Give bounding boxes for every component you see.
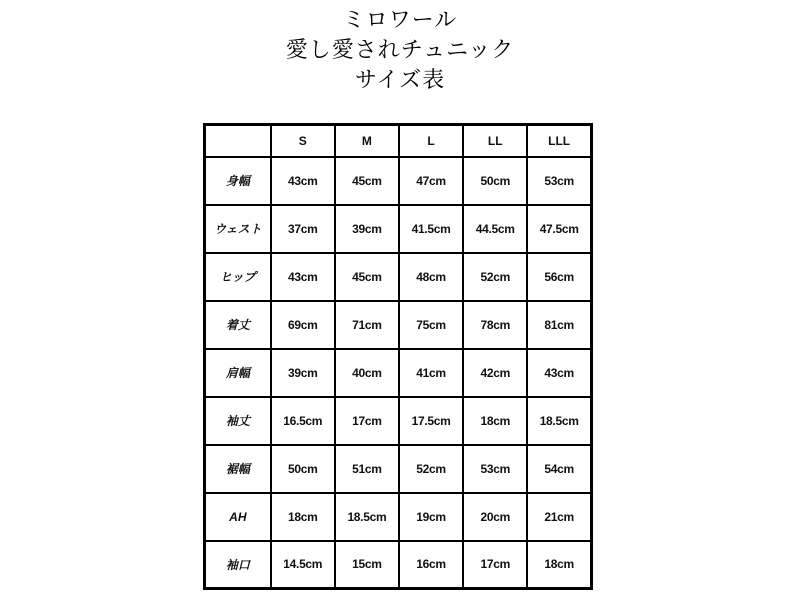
title-block [0, 6, 800, 96]
table-cell: 15cm [335, 541, 399, 589]
table-cell: 18.5cm [527, 397, 591, 445]
brand-title: ミロワール [342, 8, 458, 33]
table-cell: 42cm [463, 349, 527, 397]
table-cell: 47cm [399, 157, 463, 205]
table-cell: 37cm [271, 205, 335, 253]
row-label: 着丈 [205, 301, 271, 349]
table-cell: 47.5cm [527, 205, 591, 253]
table-cell: 53cm [527, 157, 591, 205]
table-cell: 51cm [335, 445, 399, 493]
row-label: 身幅 [205, 157, 271, 205]
table-cell: 41cm [399, 349, 463, 397]
table-cell: 45cm [335, 157, 399, 205]
table-cell: 17.5cm [399, 397, 463, 445]
table-cell: 39cm [271, 349, 335, 397]
column-header: M [335, 125, 399, 157]
table-row [205, 541, 592, 589]
table-row [205, 493, 592, 541]
column-header: LL [463, 125, 527, 157]
row-label: ヒップ [205, 253, 271, 301]
table-cell: 14.5cm [271, 541, 335, 589]
table-cell: 81cm [527, 301, 591, 349]
table-cell: 39cm [335, 205, 399, 253]
table-row [205, 157, 592, 205]
table-cell: 78cm [463, 301, 527, 349]
row-label: 肩幅 [205, 349, 271, 397]
table-cell: 56cm [527, 253, 591, 301]
table-row [205, 253, 592, 301]
table-cell: 48cm [399, 253, 463, 301]
table-cell: 20cm [463, 493, 527, 541]
column-header: S [271, 125, 335, 157]
table-cell: 44.5cm [463, 205, 527, 253]
table-cell: 71cm [335, 301, 399, 349]
table-cell: 19cm [399, 493, 463, 541]
row-label: 袖丈 [205, 397, 271, 445]
table-cell: 40cm [335, 349, 399, 397]
product-title: 愛し愛されチュニック [285, 38, 515, 63]
row-label: 袖口 [205, 541, 271, 589]
table-cell: 18cm [463, 397, 527, 445]
table-row [205, 349, 592, 397]
table-cell: 53cm [463, 445, 527, 493]
table-cell: 43cm [271, 157, 335, 205]
column-header: LLL [527, 125, 591, 157]
column-header: L [399, 125, 463, 157]
table-cell: 16.5cm [271, 397, 335, 445]
table-cell: 18cm [527, 541, 591, 589]
row-label: AH [205, 493, 271, 541]
size-chart-title: サイズ表 [354, 68, 446, 93]
table-header-row [205, 125, 592, 157]
table-body [205, 157, 592, 589]
table-cell: 18.5cm [335, 493, 399, 541]
table-cell: 16cm [399, 541, 463, 589]
table-row [205, 205, 592, 253]
table-cell: 50cm [463, 157, 527, 205]
table-cell: 21cm [527, 493, 591, 541]
size-table [203, 123, 593, 590]
table-cell: 41.5cm [399, 205, 463, 253]
table-row [205, 445, 592, 493]
table-cell: 18cm [271, 493, 335, 541]
table-cell: 17cm [463, 541, 527, 589]
table-cell: 75cm [399, 301, 463, 349]
corner-cell [205, 125, 271, 157]
table-cell: 43cm [271, 253, 335, 301]
table-cell: 69cm [271, 301, 335, 349]
row-label: 裾幅 [205, 445, 271, 493]
row-label: ウェスト [205, 205, 271, 253]
table-cell: 52cm [399, 445, 463, 493]
table-row [205, 397, 592, 445]
table-cell: 54cm [527, 445, 591, 493]
table-cell: 52cm [463, 253, 527, 301]
table-cell: 50cm [271, 445, 335, 493]
table-cell: 43cm [527, 349, 591, 397]
table-cell: 17cm [335, 397, 399, 445]
table-cell: 45cm [335, 253, 399, 301]
table-row [205, 301, 592, 349]
